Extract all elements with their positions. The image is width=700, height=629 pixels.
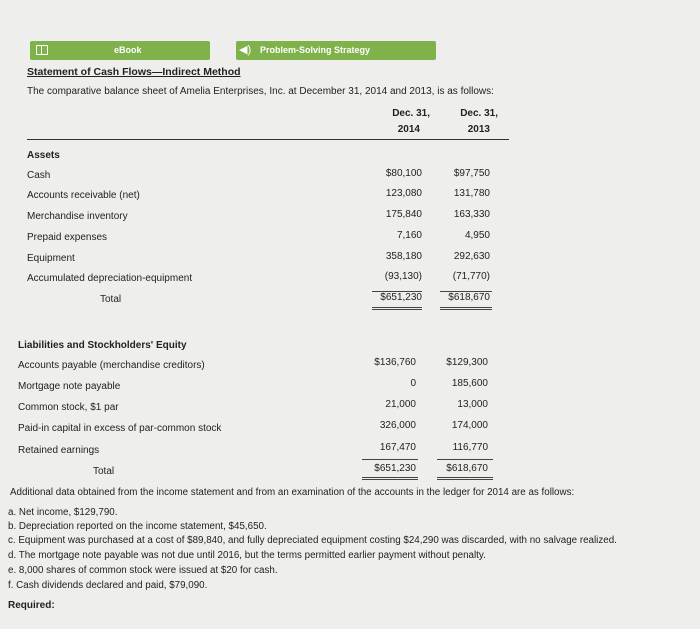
page-title: Statement of Cash Flows—Indirect Method bbox=[27, 66, 241, 78]
asset-row-2013: 131,780 bbox=[453, 188, 490, 199]
tab-problem-solving-strategy[interactable] bbox=[236, 41, 436, 60]
col-header-2013-line2: 2013 bbox=[467, 124, 490, 135]
required-label: Required: bbox=[8, 600, 55, 611]
liab-total-2013: $618,670 bbox=[446, 463, 488, 474]
liability-row-2014: 0 bbox=[410, 378, 416, 389]
liability-row-2013: 13,000 bbox=[457, 399, 488, 410]
liability-row-2014: 326,000 bbox=[379, 420, 416, 431]
liability-row-label: Common stock, $1 par bbox=[18, 402, 119, 413]
tab-ebook[interactable] bbox=[30, 41, 210, 60]
asset-row-2014: 123,080 bbox=[385, 188, 422, 199]
assets-total-2014: $651,230 bbox=[380, 292, 422, 303]
additional-item: c. Equipment was purchased at a cost of $89,840, and fully depreciated equipment costing $24,290 was discarded, with no salvage realized. bbox=[8, 535, 617, 546]
asset-row-2013: 292,630 bbox=[453, 251, 490, 262]
assets-total-2013: $618,670 bbox=[448, 292, 490, 303]
additional-intro: Additional data obtained from the income statement and from an examination of the accounts in the ledger for 2014 are as follows: bbox=[10, 487, 575, 498]
additional-item: d. The mortgage note payable was not due until 2016, but the terms permitted earlier payment without penalty. bbox=[8, 550, 486, 561]
liability-row-label: Accounts payable (merchandise creditors) bbox=[18, 360, 205, 371]
additional-item: f. Cash dividends declared and paid, $79,090. bbox=[8, 580, 208, 591]
asset-row-2013: 4,950 bbox=[464, 230, 490, 241]
liab-total-underline-2013 bbox=[437, 459, 493, 460]
asset-row-2014: 7,160 bbox=[396, 230, 422, 241]
liabilities-heading: Liabilities and Stockholders' Equity bbox=[18, 340, 187, 351]
col-header-2013-line1: Dec. 31, bbox=[460, 108, 498, 119]
asset-row-label: Equipment bbox=[27, 253, 75, 264]
liab-total-double-underline-2013 bbox=[437, 477, 493, 480]
liability-row-label: Mortgage note payable bbox=[18, 381, 121, 392]
asset-row-label: Merchandise inventory bbox=[27, 211, 128, 222]
asset-row-2013: 163,330 bbox=[453, 209, 490, 220]
liab-total-underline-2014 bbox=[362, 459, 418, 460]
tab-strategy-label: Problem-Solving Strategy bbox=[260, 45, 371, 55]
assets-total-label: Total bbox=[100, 294, 122, 305]
book-icon bbox=[36, 45, 48, 55]
asset-row-2014: 175,840 bbox=[385, 209, 422, 220]
intro-text: The comparative balance sheet of Amelia Enterprises, Inc. at December 31, 2014 and 2013, is as follows: bbox=[27, 86, 494, 97]
header-divider bbox=[27, 139, 509, 140]
assets-heading: Assets bbox=[27, 150, 60, 161]
col-header-2014-line1: Dec. 31, bbox=[392, 108, 430, 119]
liability-row-label: Paid-in capital in excess of par-common stock bbox=[18, 423, 222, 434]
assets-total-underline-2014 bbox=[372, 291, 422, 292]
tab-ebook-label: eBook bbox=[114, 45, 142, 55]
liability-row-label: Retained earnings bbox=[18, 445, 100, 456]
asset-row-label: Prepaid expenses bbox=[27, 232, 108, 243]
liability-row-2013: $129,300 bbox=[446, 357, 488, 368]
assets-total-double-underline-2013 bbox=[440, 307, 492, 310]
additional-item: b. Depreciation reported on the income statement, $45,650. bbox=[8, 521, 267, 532]
asset-row-2013: $97,750 bbox=[453, 168, 490, 179]
liability-row-2013: 174,000 bbox=[451, 420, 488, 431]
liability-row-2014: 167,470 bbox=[379, 442, 416, 453]
asset-row-label: Accounts receivable (net) bbox=[27, 190, 140, 201]
asset-row-2014: $80,100 bbox=[385, 168, 422, 179]
speaker-icon: ◀) bbox=[239, 44, 252, 56]
additional-item: e. 8,000 shares of common stock were issued at $20 for cash. bbox=[8, 565, 278, 576]
liab-total-2014: $651,230 bbox=[374, 463, 416, 474]
liability-row-2013: 116,770 bbox=[452, 442, 488, 453]
col-header-2014-line2: 2014 bbox=[397, 124, 420, 135]
liability-row-2014: $136,760 bbox=[374, 357, 416, 368]
asset-row-label: Accumulated depreciation-equipment bbox=[27, 273, 193, 284]
liab-total-label: Total bbox=[93, 466, 115, 477]
liability-row-2014: 21,000 bbox=[385, 399, 416, 410]
assets-total-underline-2013 bbox=[440, 291, 492, 292]
liability-row-2013: 185,600 bbox=[451, 378, 488, 389]
asset-row-2014: (93,130) bbox=[384, 271, 422, 282]
additional-item: a. Net income, $129,790. bbox=[8, 507, 118, 518]
asset-row-2014: 358,180 bbox=[385, 251, 422, 262]
asset-row-label: Cash bbox=[27, 170, 51, 181]
assets-total-double-underline-2014 bbox=[372, 307, 422, 310]
liab-total-double-underline-2014 bbox=[362, 477, 418, 480]
asset-row-2013: (71,770) bbox=[452, 271, 490, 282]
